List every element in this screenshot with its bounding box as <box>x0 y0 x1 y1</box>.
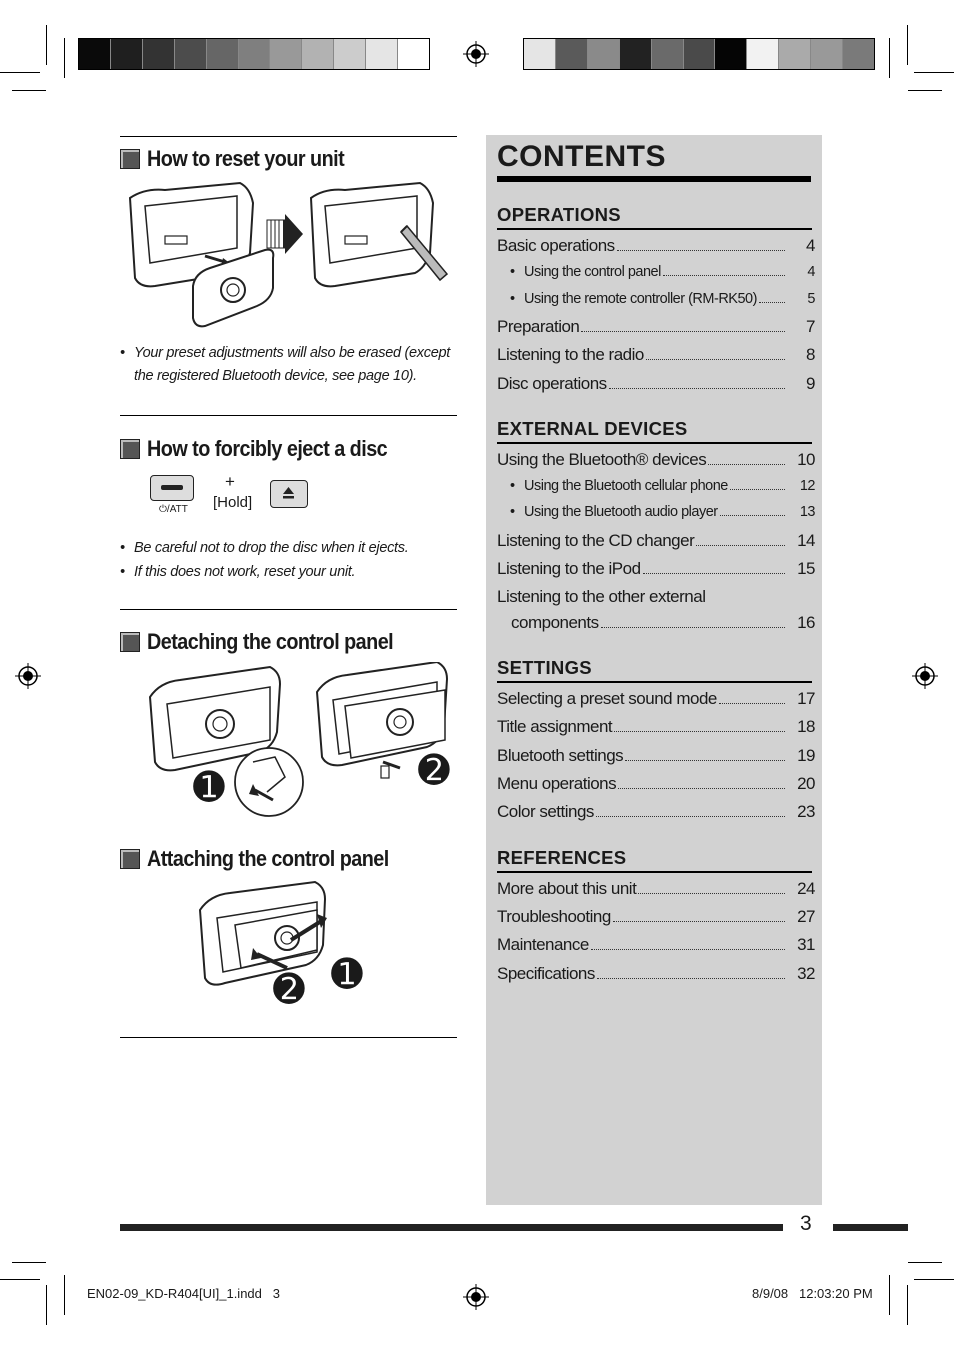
section-title: How to reset your unit <box>147 146 345 171</box>
section-divider <box>120 1037 457 1038</box>
toc-entry[interactable]: Menu operations 20 <box>497 774 815 793</box>
section-divider <box>120 415 457 416</box>
reset-unit-illustration <box>125 178 455 330</box>
section-title: Attaching the control panel <box>147 846 389 871</box>
toc-heading-external-devices: EXTERNAL DEVICES <box>497 418 812 444</box>
registration-mark-bottom <box>463 1284 489 1310</box>
grayscale-bar-right <box>523 38 875 70</box>
section-title: How to forcibly eject a disc <box>147 436 388 461</box>
page-number: 3 <box>800 1212 812 1235</box>
eject-button <box>270 480 308 508</box>
eject-icon <box>271 481 306 506</box>
registration-mark-right <box>912 663 938 689</box>
toc-subentry[interactable]: • Using the Bluetooth cellular phone 12 <box>497 478 815 494</box>
section-heading-attach <box>120 846 416 872</box>
registration-mark-top <box>463 41 489 67</box>
contents-title: CONTENTS <box>497 140 666 173</box>
step-2-badge: ➋ <box>418 750 450 792</box>
footer-date-info: 8/9/08 12:03:20 PM <box>752 1286 873 1301</box>
power-att-button <box>150 475 194 501</box>
toc-subentry[interactable]: • Using the control panel 4 <box>497 264 815 280</box>
toc-entry[interactable]: Preparation 7 <box>497 317 815 336</box>
section-heading-eject <box>120 436 414 462</box>
toc-entry[interactable]: Listening to the radio 8 <box>497 345 815 364</box>
toc-entry[interactable]: Basic operations 4 <box>497 236 815 255</box>
hold-label: [Hold] <box>213 494 253 511</box>
toc-entry[interactable]: Listening to the iPod 15 <box>497 559 815 578</box>
eject-note-1: • Be careful not to drop the disc when it ejects. <box>120 540 409 556</box>
step-2-badge: ➋ <box>273 969 305 1011</box>
toc-entry[interactable]: Troubleshooting 27 <box>497 907 815 926</box>
toc-entry[interactable]: Color settings 23 <box>497 802 815 821</box>
toc-entry[interactable]: More about this unit 24 <box>497 879 815 898</box>
square-bullet-icon <box>120 849 140 869</box>
grayscale-bar-left <box>78 38 430 70</box>
toc-entry[interactable]: Disc operations 9 <box>497 374 815 393</box>
toc-entry[interactable]: Title assignment 18 <box>497 717 815 736</box>
toc-entry-continued[interactable]: components 16 <box>511 613 815 632</box>
toc-entry[interactable]: Listening to the CD changer 14 <box>497 531 815 550</box>
step-1-badge: ➊ <box>193 767 225 809</box>
toc-heading-settings: SETTINGS <box>497 657 812 683</box>
square-bullet-icon <box>120 149 140 169</box>
toc-entry[interactable]: Bluetooth settings 19 <box>497 746 815 765</box>
eject-note-2: • If this does not work, reset your unit. <box>120 564 356 580</box>
toc-entry[interactable]: Maintenance 31 <box>497 935 815 954</box>
footer-bar-right <box>833 1224 908 1231</box>
section-divider <box>120 609 457 610</box>
square-bullet-icon <box>120 439 140 459</box>
reset-note: • Your preset adjustments will also be erased (except the registered Bluetooth device, see page 10). <box>120 345 450 384</box>
section-title: Detaching the control panel <box>147 629 394 654</box>
toc-entry[interactable]: Selecting a preset sound mode 17 <box>497 689 815 708</box>
attach-panel-illustration <box>195 880 335 1000</box>
toc-entry[interactable]: Specifications 32 <box>497 964 815 983</box>
toc-subentry[interactable]: • Using the remote controller (RM-RK50) 5 <box>497 291 815 307</box>
toc-entry[interactable]: Using the Bluetooth® devices 10 <box>497 450 815 469</box>
section-heading-reset <box>120 146 366 172</box>
registration-mark-left <box>15 663 41 689</box>
square-bullet-icon <box>120 632 140 652</box>
toc-heading-references: REFERENCES <box>497 847 812 873</box>
plus-sign: + <box>225 472 235 491</box>
toc-entry[interactable]: Listening to the other external <box>497 587 706 606</box>
section-divider <box>120 136 457 137</box>
footer-bar-left <box>120 1224 783 1231</box>
step-1-badge: ➊ <box>331 954 363 996</box>
footer-file-info: EN02-09_KD-R404[UI]_1.indd 3 <box>87 1286 280 1301</box>
contents-title-rule <box>497 176 811 182</box>
toc-heading-operations: OPERATIONS <box>497 204 812 230</box>
section-heading-detach <box>120 629 421 655</box>
toc-subentry[interactable]: • Using the Bluetooth audio player 13 <box>497 504 815 520</box>
power-att-label: ⏻/ATT <box>159 504 188 515</box>
